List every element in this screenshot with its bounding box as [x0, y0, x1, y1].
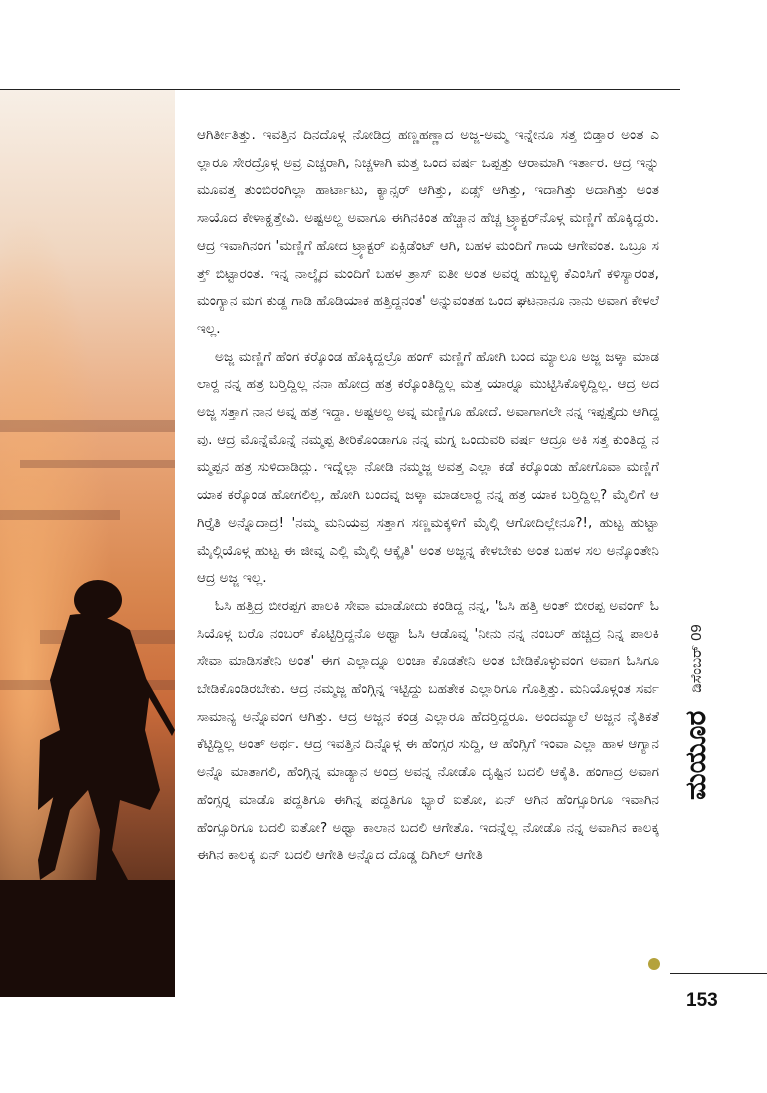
article-paragraph: ಅಜ್ಜ ಮಣ್ಣಿಗೆ ಹೆಂಗ ಕರ್‍ಕೊಂಡ ಹೊಕ್ಕಿದ್ದಲ್ರೊ ಹಂಗ್ ಮಣ್ಣಿಗೆ ಹೋಗಿ ಬಂದ ಮ್ಯಾಲೂ ಅಜ್ಜ ಜಳ್ಕಾ ಮಾಡಲಾರ್‍ದ ನನ್ನ ಹತ್ರ ಬರ್‍ತಿದ್ದಿಲ್ಲ ನನಾ ಹೋದ್ರ ಹತ್ರ ಕರ್‍ಕೊಂತಿದ್ದಿಲ್ಲ ಮತ್ತ ಯಾರ್‍ನೂ ಮುಟ್ಟಿಸಿಕೊಳ್ಳಿದ್ದಿಲ್ಲ. ಆದ್ರ ಅದ ಅಜ್ಜ ಸತ್ತಾಗ ನಾನ ಅವ್ನ ಹತ್ರ ಇದ್ದಾ. ಅಷ್ಟಅಲ್ದ ಅವ್ನ ಮಣ್ಣಿಗೂ ಹೋದೆ. ಅವಾಗಾಗಲೇ ನನ್ನ ಇಪ್ಪತ್ತೈದು ಆಗಿದ್ದವು. ಆದ್ರ ಮೊನ್ನೆಮೊನ್ನೆ ನಮ್ಮಪ್ಪ ತೀರಿಕೊಂಡಾಗೂ ನನ್ನ ಮಗ್ನ ಒಂದುವರಿ ವರ್ಷ ಆದ್ರೂ ಅಕಿ ಸತ್ತ ಕುಂತಿದ್ದ ನಮ್ಮಪ್ಪನ ಹತ್ರ ಸುಳಿದಾಡಿದ್ಲು. ಇದ್ನೆಲ್ಲಾ ನೋಡಿ ನಮ್ಮಜ್ಜ ಅವತ್ತ ಎಲ್ಲಾ ಕಡೆ ಕರ್‍ಕೊಂಡು ಹೋಗೊವಾ ಮಣ್ಣಿಗೆ ಯಾಕ ಕರ್‍ಕೊಂಡ ಹೋಗಲಿಲ್ಲ, ಹೋಗಿ ಬಂದವ್ನ ಜಳ್ಕಾ ಮಾಡಲಾರ್‍ದ ನನ್ನ ಹತ್ರ ಯಾಕ ಬರ್‍ತಿದ್ದಿಲ್ಲ? ಮೈಲಿಗೆ ಆಗಿರ್‍ತೈತಿ ಅನ್ನೊದಾದ್ರ! 'ನಮ್ಮ ಮನಿಯವ್ರ ಸತ್ತಾಗ ಸಣ್ಣಮಕ್ಕಳಿಗೆ ಮೈಲ್ಗಿ ಆಗೋದಿಲ್ಲೇನೂ?!, ಹುಟ್ಟ ಹುಟ್ಟಾ ಮೈಲ್ಗಿಯೊಳ್ಗ ಹುಟ್ಟ ಈ ಜೀವ್ನ ಎಲ್ಲಿ ಮೈಲ್ಗಿ ಆಕ್ಕೈತಿ' ಅಂತ ಅಜ್ಜನ್ನ ಕೇಳಬೇಕು ಅಂತ ಬಹಳ ಸಲ ಅನ್ಕೊಂತೇನಿ ಆದ್ರ ಅಜ್ಜ ಇಲ್ಲ.	[197, 348, 659, 587]
issue-date: ಡಿಸೆಂಬರ್ 09	[687, 624, 705, 693]
magazine-name: ಮಯೂರ	[679, 710, 712, 800]
sunset-silhouette-photo	[0, 90, 175, 997]
article-body	[197, 122, 659, 870]
article-paragraph: ಓಸಿ ಹತ್ತಿದ್ರ ಬೀರಪ್ಪಗ ಪಾಲಕಿ ಸೇವಾ ಮಾಡೋದು ಕಂಡಿದ್ದ ನನ್ನ, 'ಓಸಿ ಹತ್ತಿ ಅಂತ್ ಬೀರಪ್ಪ ಅವಂಗ್ ಓಸಿಯೊಳ್ಗ ಬರೊ ನಂಬರ್ ಕೊಟ್ಟಿರ್‍ತಿದ್ದನೊ ಅಥ್ವಾ ಓಸಿ ಆಡೊವ್ನ 'ನೀನು ನನ್ನ ನಂಬರ್ ಹಚ್ಚಿದ್ರ ನಿನ್ನ ಪಾಲಕಿ ಸೇವಾ ಮಾಡಿಸತೇನಿ ಅಂತ' ಈಗ ಎಲ್ಲಾದ್ನೂ ಲಂಚಾ ಕೊಡತೇನಿ ಅಂತ ಬೇಡಿಕೊಳ್ಳುವಂಗ ಅವಾಗ ಓಸಿಗೂ ಬೇಡಿಕೊಂಡಿರಬೇಕು. ಆದ್ರ ನಮ್ಮಜ್ಜ ಹೆಂಗ್ಗಿನ್ನ ಇಟ್ಟಿದ್ದು ಬಹತೇಕ ಎಲ್ಲಾರಿಗೂ ಗೊತ್ತಿತ್ತು. ಮನಿಯೊಳ್ಗಂತ ಸರ್ವಸಾಮಾನ್ಯ ಅನ್ನೊವಂಗ ಆಗಿತ್ತು. ಆದ್ರ ಅಜ್ಜನ ಕಂಡ್ರ ಎಲ್ಲಾರೂ ಹೆದರ್‍ತಿದ್ದರೂ. ಅಂದಮ್ಯಾಲೆ ಅಜ್ಜನ ನೈತಿಕತೆ ಕೆಟ್ಟಿದ್ದಿಲ್ಲ ಅಂತ್ ಅರ್ಥ. ಆದ್ರ ಇವತ್ತಿನ ದಿನ್ನೊಳ್ಗ ಈ ಹೆಂಗ್ಸರ ಸುದ್ದಿ, ಆ ಹೆಂಗ್ಸಿಗೆ ಇಂವಾ ಎಲ್ಲಾ ಹಾಳ ಆಗ್ಯಾನ ಅನ್ನೊ ಮಾತಾಗಲಿ, ಹೆಂಗ್ಗಿನ್ನ ಮಾಡ್ಯಾನ ಅಂದ್ರ ಅವನ್ನ ನೋಡೊ ದೃಷ್ಟಿನ ಬದಲಿ ಆಕೈತಿ. ಹಂಗಾದ್ರ ಅವಾಗ ಹೆಂಗ್ಸರ್‍ನ ಮಾಡೊ ಪದ್ದತಿಗೂ ಈಗಿನ್ನ ಪದ್ದತಿಗೂ ಭ್ಯಾರೆ ಐತೋ, ಏನ್ ಆಗಿನ ಹೆಂಗ್ಸೂರಿಗೂ ಇವಾಗಿನ ಹೆಂಗ್ಸೂರಿಗೂ ಬದಲಿ ಐತೋ? ಅಥ್ವಾ ಕಾಲಾನ ಬದಲಿ ಆಗೇತೊ. ಇದನ್ನೆಲ್ಲ ನೋಡೊ ನನ್ನ ಅವಾಗಿನ ಕಾಲಕ್ಕ ಈಗಿನ ಕಾಲಕ್ಕ ಏನ್ ಬದಲಿ ಆಗೇತಿ ಅನ್ನೊದ ದೊಡ್ಡ ದಿಗಿಲ್ ಆಗೇತಿ	[197, 597, 659, 864]
silhouette-illustration	[0, 90, 175, 997]
article-paragraph: ಆಗಿರ್ತೀತಿತ್ತು. ಇವತ್ತಿನ ದಿನದೊಳ್ಗ ನೋಡಿದ್ರ ಹಣ್ಣಹಣ್ಣಾದ ಅಜ್ಜ-ಅಮ್ಮ ಇನ್ನೇನೂ ಸತ್ತ ಬಿಡ್ತಾರ ಅಂತ ಎಲ್ಲಾರೂ ಸೇರದ್ರೊಳ್ಗ ಅವ್ರ ಎಚ್ಚರಾಗಿ, ನಿಚ್ಚಳಾಗಿ ಮತ್ತ ಒಂದ ವರ್ಷ ಒಪ್ಪತ್ತು ಆರಾಮಾಗಿ ಇರ್ತಾರ. ಆದ್ರ ಇನ್ನು ಮೂವತ್ತ ತುಂಬಿರಂಗಿಲ್ಲಾ ಹಾರ್ಟಾಟು, ಕ್ಯಾನ್ಸರ್ ಆಗಿತ್ತು, ಏಡ್ಸ್ ಆಗಿತ್ತು, ಇದಾಗಿತ್ತು ಅದಾಗಿತ್ತು ಅಂತ ಸಾಯೊದ ಕೇಳಾಕ್ಹತ್ತೇವಿ. ಅಷ್ಟಅಲ್ದ ಅವಾಗೂ ಈಗಿನಕಿಂತ ಹೆಚ್ಚಾನ ಹೆಚ್ಚ ಟ್ರ್ಯಾಕ್ಟರ್‌ನೊಳ್ಗ ಮಣ್ಣಿಗೆ ಹೊಕ್ಕಿದ್ದರು. ಆದ್ರ ಇವಾಗಿನಂಗ 'ಮಣ್ಣಿಗೆ ಹೋದ ಟ್ರ್ಯಾಕ್ಟರ್ ಏಕ್ಸಿಡೆಂಟ್ ಆಗಿ, ಬಹಳ ಮಂದಿಗೆ ಗಾಯ ಆಗೇವಂತ. ಒಬ್ರೂ ಸತ್ತ್ ಬಿಟ್ಟಾರಂತ. ಇನ್ನ ನಾಲ್ಕೈದ ಮಂದಿಗೆ ಬಹಳ ತ್ರಾಸ್ ಐತೀ ಅಂತ ಅವರ್‍ನ ಹುಬ್ಬಳ್ಳಿ ಕೆಎಂಸಿಗೆ ಕಳಿಸ್ಯಾರಂತ, ಮಂಗ್ಯಾನ ಮಗ ಕುಡ್ದ ಗಾಡಿ ಹೊಡಿಯಾಕ ಹತ್ತಿದ್ದನಂತ' ಅನ್ನುವಂತಹ ಒಂದ ಘಟನಾನೂ ನಾನು ಅವಾಗ ಕೇಳಲೆ ಇಲ್ಲ.	[197, 127, 659, 337]
page-number: 153	[686, 990, 718, 1011]
footer-rule	[670, 973, 767, 974]
magazine-sidebar	[676, 620, 716, 800]
accent-dot	[648, 958, 660, 970]
